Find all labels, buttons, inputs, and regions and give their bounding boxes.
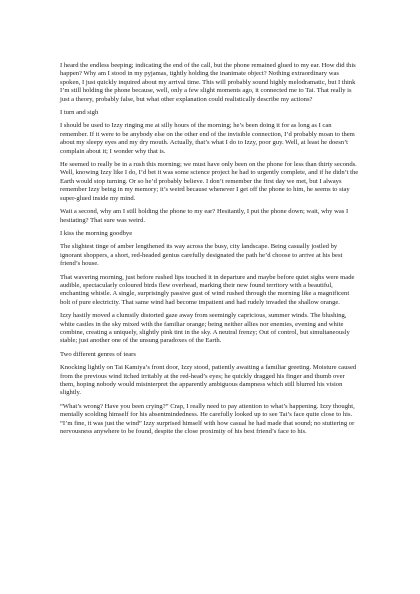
section-heading: Two different genres of tears	[60, 350, 136, 358]
paragraph: Izzy hastily moved a clumsily distorted gaze away from seemingly capricious, summer winds. The blushing, white castles in the sky mixed with the familiar orange; being neither allies nor enemies, evening and white combine, creating a uniquely, slightly pink tint in the sky. A neutral frenzy; Out of control, but simultaneously stable; just another one of the unsung paradoxes of the Earth.	[60, 312, 350, 345]
paragraph: “What’s wrong? Have you been crying?” Crap, I really need to pay attention to what’s happening. Izzy thought, mentally scolding himself for his absentmindedness. He carefully looked up to see Tai’s face quite close to his. “I’m fine, it was just the wind” Izzy surprised himself with how casual he had made that sound; no stuttering or nervousness anywhere to be found, despite the close proximity of his best friend’s face to his.	[60, 402, 355, 436]
section-heading: I kiss the morning goodbye	[60, 229, 133, 237]
paragraph: Wait a second, why am I still holding the phone to my ear? Hesitantly, I put the phone down; wait, why was I hesitating? That sure was weird.	[60, 208, 349, 224]
document-page	[60, 62, 360, 441]
paragraph: That wavering morning, just before rushed lips touched it in departure and maybe before quiet sighs were made audible, spectacularly coloured birds flew overhead, marking their new found territory with a beautiful, enchanting whistle. A single, surprisingly passive gust of wind rushed through the morning like a magnificent bolt of pure electricity. That same wind had become impatient and had rudely invaded the shallow orange.	[60, 273, 355, 306]
paragraph: The slightest tinge of amber lengthened its way across the busy, city landscape. Being casually jostled by ignorant shoppers, a short, red-headed genius carefully designated the path he’d choose to arrive at his best friend’s house.	[60, 243, 343, 268]
paragraph: Knocking lightly on Tai Kamiya’s front door, Izzy stood, patiently awaiting a familiar greeting. Moisture caused from the previous wind itched irritably at the red-head’s eyes; he quickly dragged his finger and thumb over them, hoping nobody would misinterpret the apparently ambiguous dampness which still blurred his vision slightly.	[60, 364, 357, 397]
section-heading: I turn and sigh	[60, 109, 99, 117]
paragraph: I should be used to Izzy ringing me at silly hours of the morning; he’s been doing it for as long as I can remember. If it were to be anybody else on the other end of the invisible connection, I’d probably moan to them about my sleepy eyes and my dry mouth. Actually, that’s what I do to Izzy, poor guy. Well, at least he doesn’t complain about it; I wonder why that is.	[60, 122, 355, 155]
paragraph: I heard the endless beeping; indicating the end of the call, but the phone remained glued to my ear. How did this happen? Why am I stood in my pyjamas, tightly holding the inanimate object? Nothing extraordinary was spoken, I just quickly inquired about my arrival time. This will probably sound highly melodramatic, but I think I’m still holding the phone because, well, only a few slight moments ago, it connected me to Tai. That really is just a theory, probably false, but what other explanation could realistically describe my actions?	[60, 62, 356, 103]
paragraph: He seemed to really be in a rush this morning; we must have only been on the phone for less than thirty seconds. Well, knowing Izzy like I do, I’d bet it was some science project he had to urgently complete, and if he didn’t the Earth would stop turning. Or so he’d probably believe. I don’t remember the first day we met, but I always remember Izzy being in my memory; it’s weird because whenever I get off the phone to him, he seems to stay super-glued inside my mind.	[60, 161, 359, 202]
